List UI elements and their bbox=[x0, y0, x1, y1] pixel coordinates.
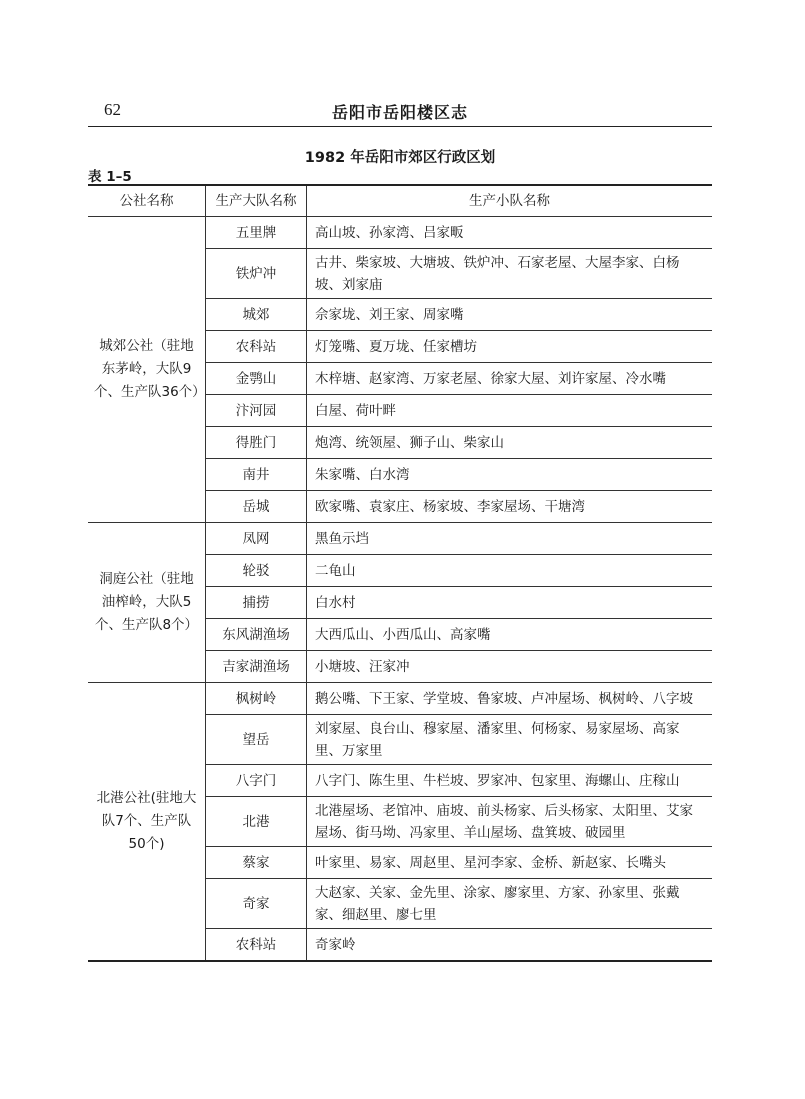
table-row bbox=[88, 683, 712, 715]
team-list: 欧家嘴、袁家庄、杨家坡、李家屋场、干塘湾 bbox=[307, 491, 713, 523]
commune-name: 城郊公社（驻地东茅岭，大队9个、生产队36个） bbox=[88, 217, 206, 523]
team-list: 佘家垅、刘王家、周家嘴 bbox=[307, 299, 713, 331]
commune-name: 洞庭公社（驻地油榨岭，大队5个、生产队8个） bbox=[88, 523, 206, 683]
brigade-name: 农科站 bbox=[206, 929, 307, 962]
team-list: 刘家屋、良台山、穆家屋、潘家里、何杨家、易家屋场、高家里、万家里 bbox=[307, 715, 713, 765]
team-list: 二龟山 bbox=[307, 555, 713, 587]
team-list: 叶家里、易家、周赵里、星河李家、金桥、新赵家、长嘴头 bbox=[307, 847, 713, 879]
team-list: 大西瓜山、小西瓜山、高家嘴 bbox=[307, 619, 713, 651]
brigade-name: 望岳 bbox=[206, 715, 307, 765]
brigade-name: 枫树岭 bbox=[206, 683, 307, 715]
column-header-teams: 生产小队名称 bbox=[307, 185, 713, 217]
brigade-name: 金鹗山 bbox=[206, 363, 307, 395]
brigade-name: 八字门 bbox=[206, 765, 307, 797]
brigade-name: 北港 bbox=[206, 797, 307, 847]
brigade-name: 捕捞 bbox=[206, 587, 307, 619]
brigade-name: 轮驳 bbox=[206, 555, 307, 587]
team-list: 黑鱼示垱 bbox=[307, 523, 713, 555]
brigade-name: 奇家 bbox=[206, 879, 307, 929]
commune-name: 北港公社(驻地大队7个、生产队50个) bbox=[88, 683, 206, 962]
brigade-name: 汴河园 bbox=[206, 395, 307, 427]
table-label: 表 1–5 bbox=[88, 169, 132, 185]
brigade-name: 东风湖渔场 bbox=[206, 619, 307, 651]
brigade-name: 农科站 bbox=[206, 331, 307, 363]
team-list: 八字门、陈生里、牛栏坡、罗家冲、包家里、海螺山、庄稼山 bbox=[307, 765, 713, 797]
brigade-name: 得胜门 bbox=[206, 427, 307, 459]
column-header-commune: 公社名称 bbox=[88, 185, 206, 217]
admin-division-table bbox=[88, 184, 712, 962]
team-list: 白屋、荷叶畔 bbox=[307, 395, 713, 427]
page-number: 62 bbox=[104, 100, 121, 119]
brigade-name: 城郊 bbox=[206, 299, 307, 331]
team-list: 炮湾、统领屋、狮子山、柴家山 bbox=[307, 427, 713, 459]
team-list: 小塘坡、汪家冲 bbox=[307, 651, 713, 683]
table-header-row bbox=[88, 185, 712, 217]
page-header bbox=[88, 96, 712, 127]
team-list: 木梓塘、赵家湾、万家老屋、徐家大屋、刘许家屋、冷水嘴 bbox=[307, 363, 713, 395]
team-list: 鹅公嘴、下王家、学堂坡、鲁家坡、卢冲屋场、枫树岭、八字坡 bbox=[307, 683, 713, 715]
brigade-name: 岳城 bbox=[206, 491, 307, 523]
table-row bbox=[88, 523, 712, 555]
column-header-brigade: 生产大队名称 bbox=[206, 185, 307, 217]
team-list: 北港屋场、老馆冲、庙坡、前头杨家、后头杨家、太阳里、艾家屋场、街马坳、冯家里、羊山屋场、盘箕坡、破园里 bbox=[307, 797, 713, 847]
team-list: 朱家嘴、白水湾 bbox=[307, 459, 713, 491]
table-title: 1982 年岳阳市郊区行政区划 bbox=[304, 150, 496, 166]
brigade-name: 蔡家 bbox=[206, 847, 307, 879]
brigade-name: 吉家湖渔场 bbox=[206, 651, 307, 683]
brigade-name: 南井 bbox=[206, 459, 307, 491]
brigade-name: 凤网 bbox=[206, 523, 307, 555]
team-list: 高山坡、孙家湾、吕家畈 bbox=[307, 217, 713, 249]
brigade-name: 五里牌 bbox=[206, 217, 307, 249]
team-list: 古井、柴家坡、大塘坡、铁炉冲、石家老屋、大屋李家、白杨坡、刘家庙 bbox=[307, 249, 713, 299]
table-row bbox=[88, 217, 712, 249]
book-title: 岳阳市岳阳楼区志 bbox=[331, 103, 468, 122]
team-list: 奇家岭 bbox=[307, 929, 713, 962]
team-list: 白水村 bbox=[307, 587, 713, 619]
brigade-name: 铁炉冲 bbox=[206, 249, 307, 299]
team-list: 大赵家、关家、金先里、涂家、廖家里、方家、孙家里、张戴家、细赵里、廖七里 bbox=[307, 879, 713, 929]
team-list: 灯笼嘴、夏万垅、任家槽坊 bbox=[307, 331, 713, 363]
